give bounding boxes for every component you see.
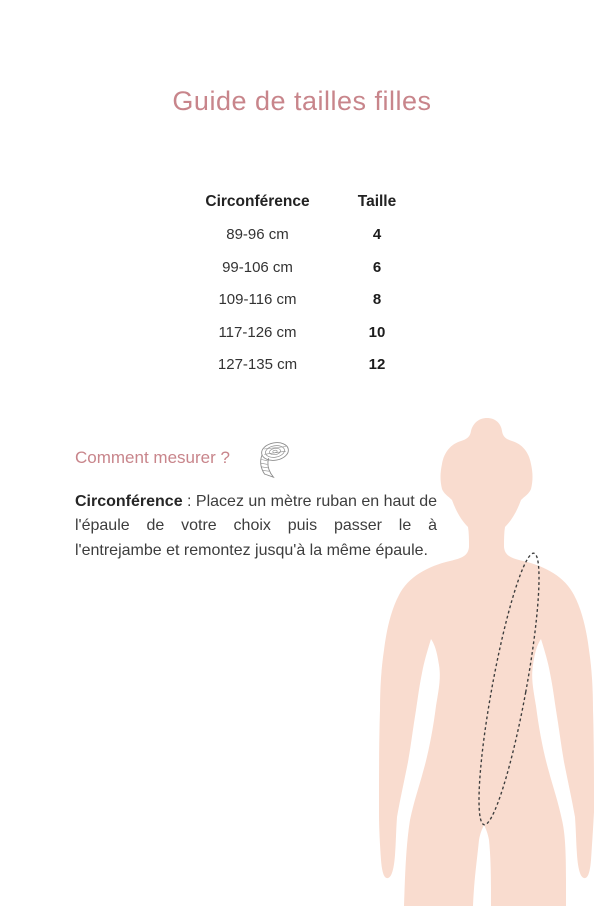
column-header-size: Taille <box>357 193 397 211</box>
measure-term: Circonférence <box>75 493 183 510</box>
size-value: 12 <box>368 356 386 374</box>
how-to-measure-heading: Comment mesurer ? <box>75 448 230 467</box>
table-header-row <box>180 186 419 219</box>
table-row <box>180 284 419 317</box>
measuring-tape-icon <box>250 439 292 481</box>
table-row <box>180 251 419 284</box>
table-row <box>180 316 419 349</box>
table-row <box>180 219 419 252</box>
size-value: 6 <box>372 258 382 276</box>
circumference-value: 117-126 cm <box>218 323 297 341</box>
size-value: 10 <box>368 323 386 341</box>
column-header-circumference: Circonférence <box>205 193 310 211</box>
table-row <box>180 349 419 382</box>
page-title: Guide de tailles filles <box>172 86 432 116</box>
size-table <box>180 186 419 381</box>
size-value: 8 <box>372 291 382 309</box>
circumference-value: 99-106 cm <box>222 258 293 276</box>
circumference-value: 127-135 cm <box>217 356 298 374</box>
measure-description: : Placez un mètre ruban en haut de l'épaule de votre choix puis passer le à l'entrejambe et remontez jusqu'à la même épaule. <box>75 493 437 559</box>
size-value: 4 <box>372 226 382 244</box>
body-silhouette <box>378 417 604 906</box>
body-shape <box>379 418 594 906</box>
circumference-value: 89-96 cm <box>226 226 289 244</box>
circumference-value: 109-116 cm <box>218 291 297 309</box>
